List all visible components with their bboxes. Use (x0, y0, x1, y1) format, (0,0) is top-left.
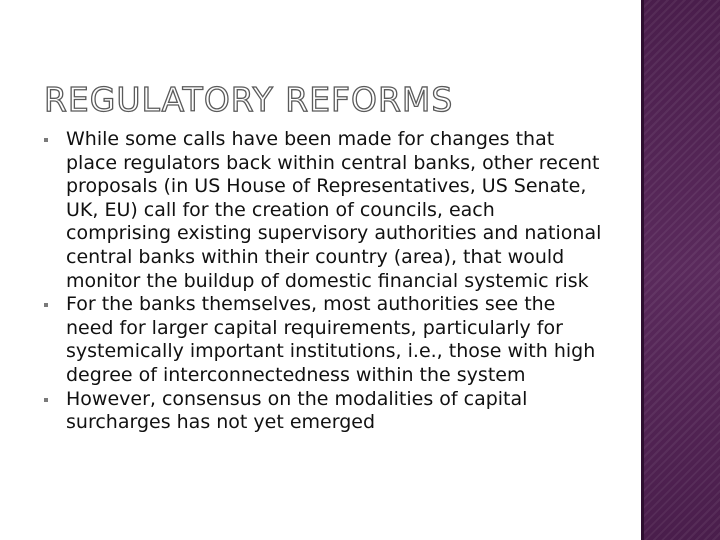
bullet-marker-icon (44, 303, 48, 307)
bullet-text: However, consensus on the modalities of capital surcharges has not yet emerged (66, 387, 528, 434)
bullet-item (44, 293, 604, 387)
slide-title: REGULATORY REFORMS (44, 80, 454, 119)
side-band-edge (641, 0, 644, 540)
bullet-list (44, 128, 604, 435)
bullet-item (44, 388, 604, 435)
bullet-text: For the banks themselves, most authorities see the need for larger capital requirements, particularly for systemically important institutions, i.e., those with high degree of interconnectedness within the system (66, 293, 596, 386)
decorative-side-band (641, 0, 720, 540)
bullet-text: While some calls have been made for changes that place regulators back within central banks, other recent proposals (in US House of Representatives, US Senate, UK, EU) call for the creation of councils, each comprising existing supervisory authorities and national central banks within their country (area), that would monitor the buildup of domestic financial systemic risk (66, 128, 602, 292)
bullet-marker-icon (44, 398, 48, 402)
bullet-marker-icon (44, 138, 48, 142)
bullet-item (44, 128, 604, 293)
